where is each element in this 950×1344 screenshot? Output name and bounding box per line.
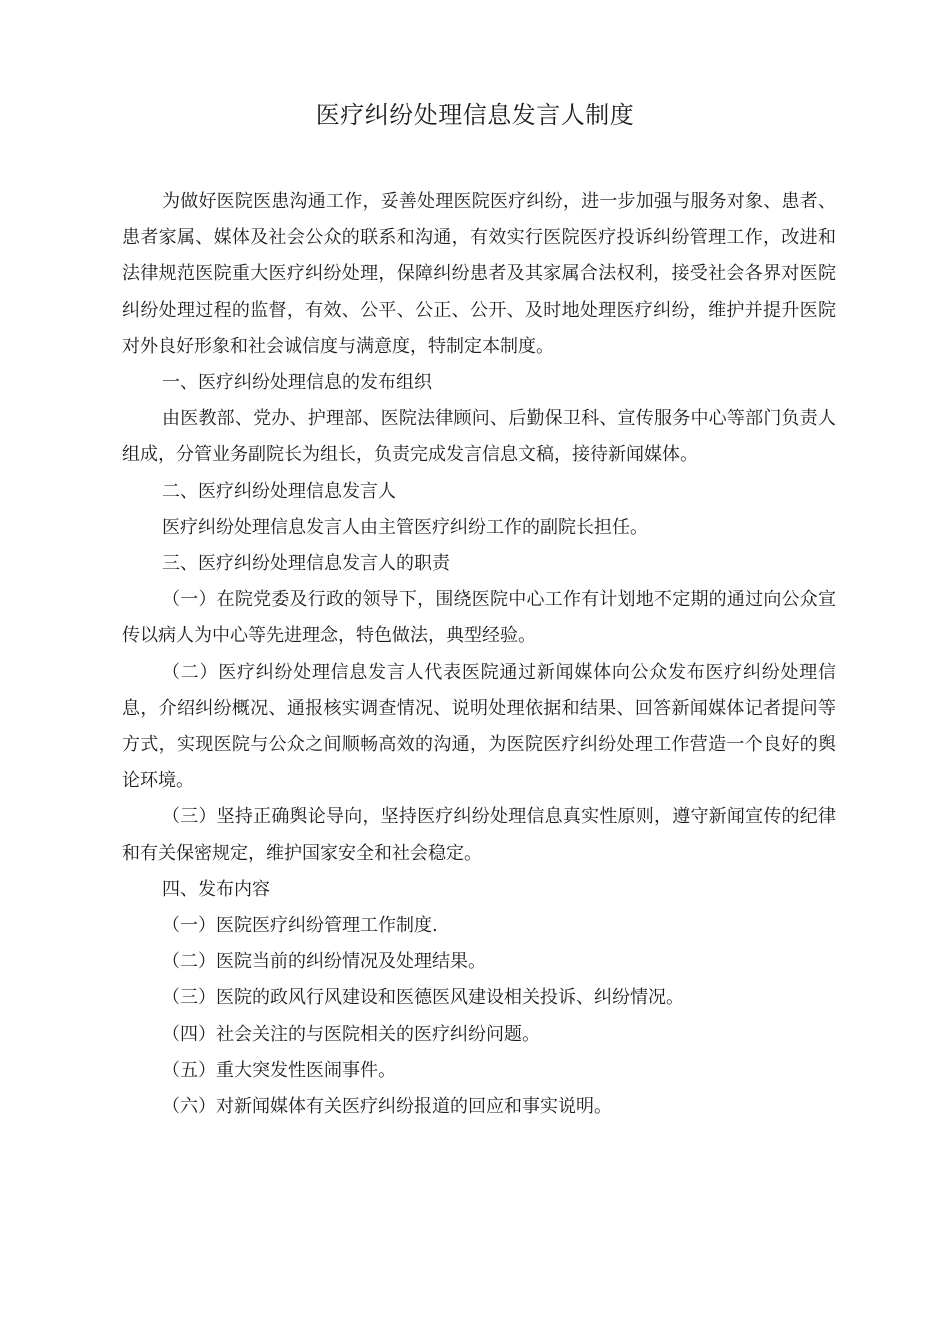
document-body [122,184,836,1125]
section-heading-2: 二、医疗纠纷处理信息发言人 [162,480,396,502]
section-heading-4: 四、发布内容 [162,878,270,900]
section-3-item-3: （三）坚持正确舆论导向，坚持医疗纠纷处理信息真实性原则，遵守新闻宣传的纪律和有关保密规定，维护国家安全和社会稳定。 [122,806,836,864]
section-4-item-1: （一）医院医疗纠纷管理工作制度. [162,915,438,937]
section-4-item-4: （四）社会关注的与医院相关的医疗纠纷问题。 [162,1023,540,1045]
intro-paragraph: 为做好医院医患沟通工作，妥善处理医院医疗纠纷，进一步加强与服务对象、患者、患者家属、媒体及社会公众的联系和沟通，有效实行医院医疗投诉纠纷管理工作，改进和法律规范医院重大医疗纠纷处理，保障纠纷患者及其家属合法权利，接受社会各界对医院纠纷处理过程的监督，有效、公平、公正、公开、及时地处理医疗纠纷，维护并提升医院对外良好形象和社会诚信度与满意度，特制定本制度。 [122,191,836,357]
section-4-item-6: （六）对新闻媒体有关医疗纠纷报道的回应和事实说明。 [162,1096,612,1118]
section-3-item-1: （一）在院党委及行政的领导下，围绕医院中心工作有计划地不定期的通过向公众宣传以病人为中心等先进理念，特色做法，典型经验。 [122,589,836,647]
section-4-item-2: （二）医院当前的纠纷情况及处理结果。 [162,951,486,973]
section-heading-1: 一、医疗纠纷处理信息的发布组织 [162,372,432,394]
section-heading-3: 三、医疗纠纷处理信息发言人的职责 [162,553,450,575]
section-1-paragraph: 由医教部、党办、护理部、医院法律顾问、后勤保卫科、宣传服务中心等部门负责人组成，分管业务副院长为组长，负责完成发言信息文稿，接待新闻媒体。 [122,408,836,466]
section-3-item-2: （二）医疗纠纷处理信息发言人代表医院通过新闻媒体向公众发布医疗纠纷处理信息，介绍纠纷概况、通报核实调查情况、说明处理依据和结果、回答新闻媒体记者提问等方式，实现医院与公众之间顺畅高效的沟通，为医院医疗纠纷处理工作营造一个良好的舆论环境。 [122,661,836,792]
section-4-item-3: （三）医院的政风行风建设和医德医风建设相关投诉、纠纷情况。 [162,987,684,1009]
section-4-item-5: （五）重大突发性医闹事件。 [162,1059,396,1081]
document-title: 医疗纠纷处理信息发言人制度 [315,101,635,129]
section-2-paragraph: 医疗纠纷处理信息发言人由主管医疗纠纷工作的副院长担任。 [162,516,648,538]
